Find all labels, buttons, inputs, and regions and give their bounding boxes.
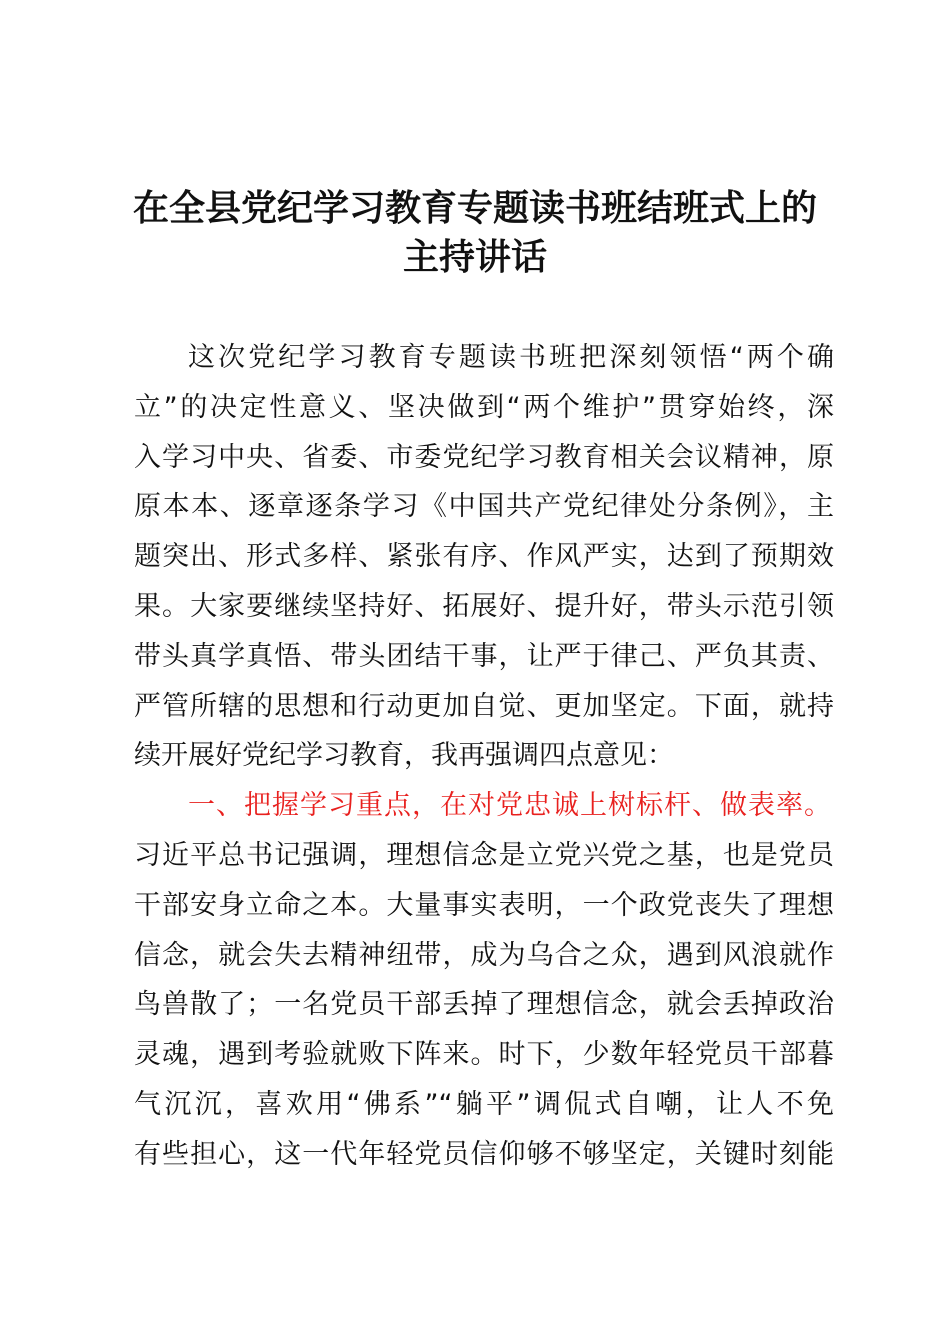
intro-line: 严管所辖的思想和行动更加自觉、更加坚定。下面，就持 <box>134 690 834 722</box>
intro-line: 这次党纪学习教育专题读书班把深刻领悟“两个确 <box>188 342 834 373</box>
section-line: 习近平总书记强调，理想信念是立党兴党之基，也是党员 <box>134 839 834 871</box>
section-line: 有些担心，这一代年轻党员信仰够不够坚定，关键时刻能 <box>134 1138 834 1170</box>
intro-line: 果。大家要继续坚持好、拓展好、提升好，带头示范引领 <box>134 590 834 622</box>
intro-line: 原本本、逐章逐条学习《中国共产党纪律处分条例》，主 <box>134 491 834 523</box>
section-heading: 一、把握学习重点，在对党忠诚上树标杆、做表率。 <box>188 790 832 822</box>
section-line: 气沉沉，喜欢用“佛系”“躺平”调侃式自嘲，让人不免 <box>134 1088 834 1120</box>
document-title <box>100 184 850 282</box>
section-line: 干部安身立命之本。大量事实表明，一个政党丧失了理想 <box>134 889 834 921</box>
title-line-1: 在全县党纪学习教育专题读书班结班式上的 <box>132 188 817 229</box>
section-line: 灵魂，遇到考验就败下阵来。时下，少数年轻党员干部暮 <box>134 1039 834 1071</box>
document-body <box>134 333 834 1180</box>
section-line: 鸟兽散了；一名党员干部丢掉了理想信念，就会丢掉政治 <box>134 989 834 1021</box>
intro-line: 续开展好党纪学习教育，我再强调四点意见： <box>134 740 674 772</box>
intro-line: 带头真学真悟、带头团结干事，让严于律己、严负其责、 <box>134 640 834 672</box>
intro-line: 题突出、形式多样、紧张有序、作风严实，达到了预期效 <box>134 541 834 573</box>
title-line-2: 主持讲话 <box>402 237 547 278</box>
section-line: 信念，就会失去精神纽带，成为乌合之众，遇到风浪就作 <box>134 939 834 971</box>
intro-line: 入学习中央、省委、市委党纪学习教育相关会议精神，原 <box>134 441 834 473</box>
intro-line: 立”的决定性意义、坚决做到“两个维护”贯穿始终，深 <box>134 391 834 423</box>
